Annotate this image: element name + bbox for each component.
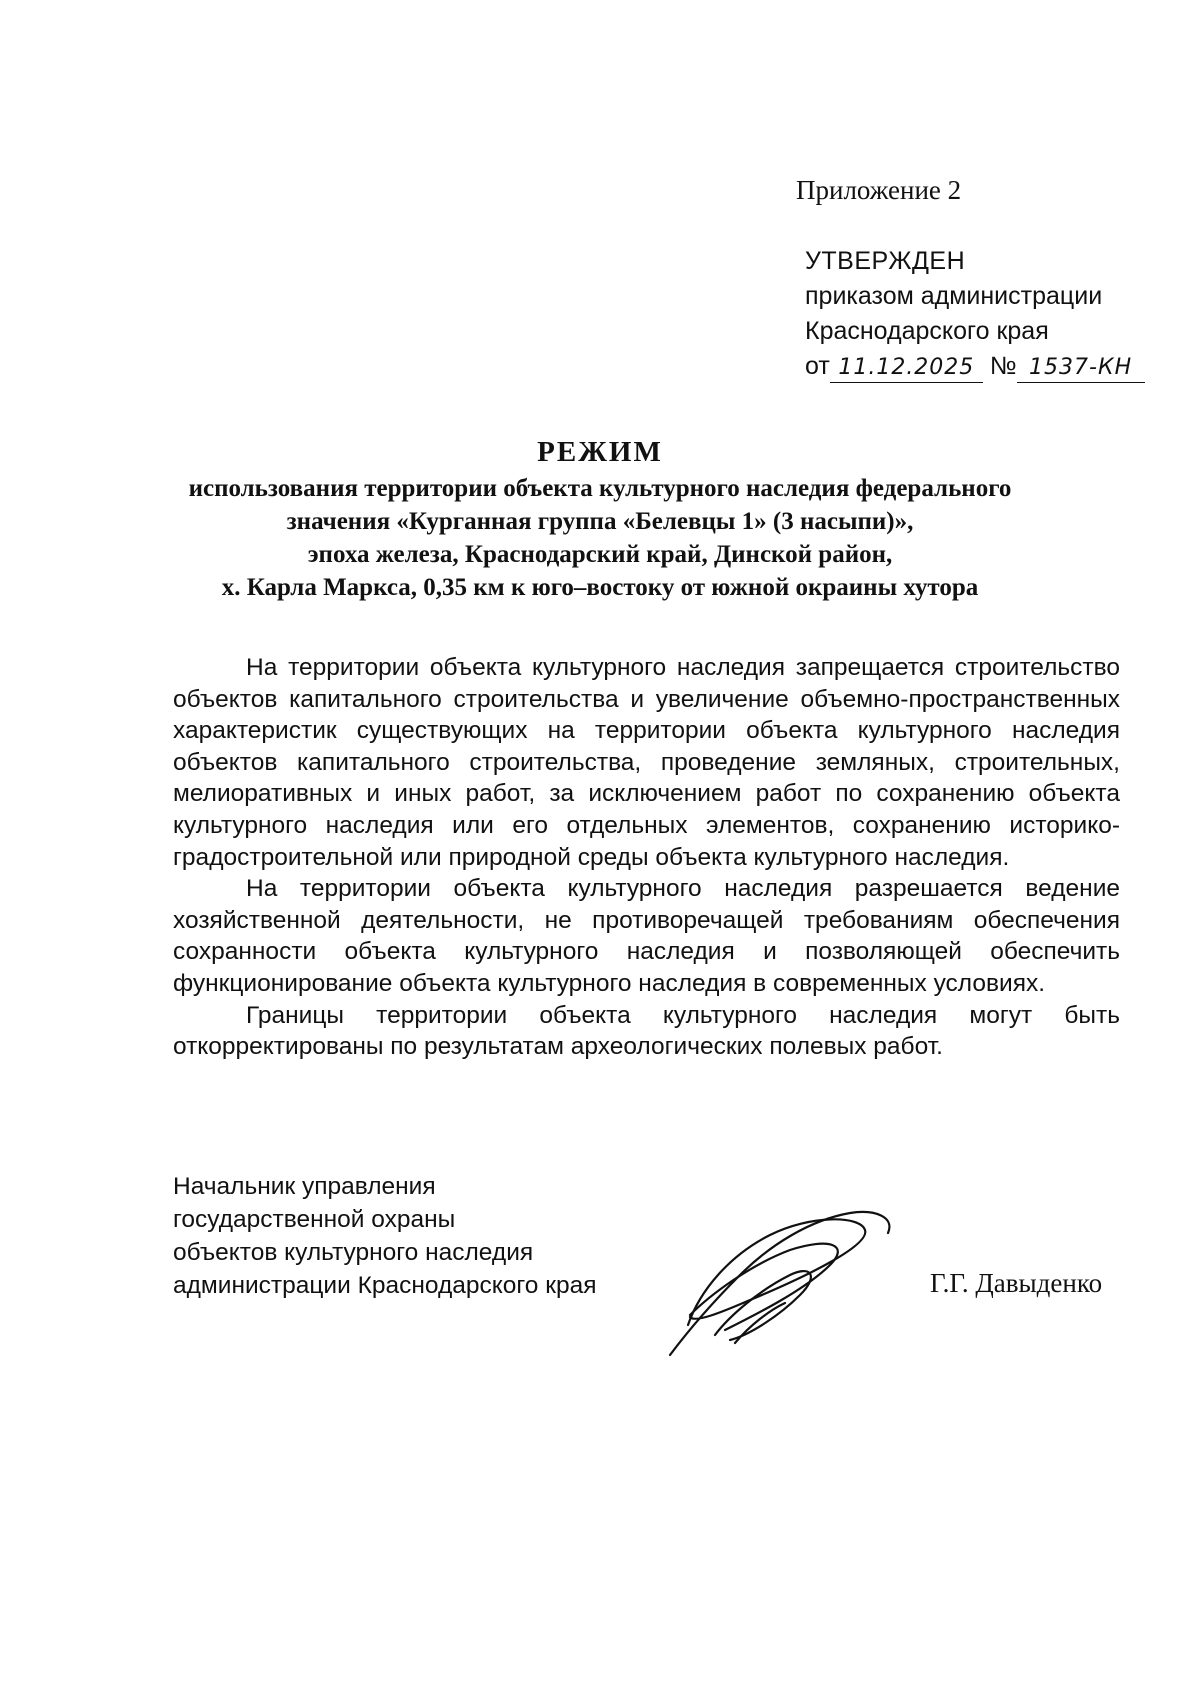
body-paragraph-3: Границы территории объекта культурного наследия могут быть откорректированы по результатам археологических полевых работ. bbox=[173, 1001, 1120, 1061]
approval-stamp-block bbox=[805, 244, 1145, 384]
handwritten-date: 11.12.2025 bbox=[830, 354, 983, 383]
signer-position-line-3: объектов культурного наследия bbox=[173, 1239, 534, 1266]
title-line-1: использования территории объекта культурного наследия федерального bbox=[188, 475, 1012, 502]
approval-date-number-line bbox=[805, 349, 1145, 384]
handwritten-signature bbox=[660, 1195, 900, 1365]
appendix-label: Приложение 2 bbox=[796, 175, 962, 205]
approval-line-2: Краснодарского края bbox=[805, 317, 1049, 345]
signer-position bbox=[173, 1170, 596, 1302]
signer-position-line-2: государственной охраны bbox=[173, 1206, 456, 1233]
signer-position-line-4: администрации Краснодарского края bbox=[173, 1272, 597, 1299]
title-line-4: х. Карла Маркса, 0,35 км к юго–востоку от южной окраины хутора bbox=[221, 574, 979, 601]
document-title bbox=[130, 432, 1070, 604]
signer-position-line-1: Начальник управления bbox=[173, 1173, 436, 1200]
document-body bbox=[173, 652, 1120, 1063]
title-main: РЕЖИМ bbox=[537, 436, 663, 468]
number-prefix: № bbox=[989, 352, 1017, 380]
title-line-2: значения «Курганная группа «Белевцы 1» (3 насыпи)», bbox=[286, 508, 914, 535]
body-paragraph-2: На территории объекта культурного наследия разрешается ведение хозяйственной деятельности, не противоречащей требованиям обеспечения сохранности объекта культурного наследия и позволяющей обеспечить функционирование объекта культурного наследия в современных условиях. bbox=[173, 875, 1120, 997]
approval-line-1: приказом администрации bbox=[805, 282, 1103, 310]
approval-heading: УТВЕРЖДЕН bbox=[805, 247, 966, 275]
signer-name: Г.Г. Давыденко bbox=[930, 1268, 1103, 1298]
title-line-3: эпоха железа, Краснодарский край, Динской район, bbox=[307, 541, 893, 568]
handwritten-number: 1537-КН bbox=[1017, 354, 1145, 383]
date-prefix: от bbox=[805, 352, 830, 380]
body-paragraph-1: На территории объекта культурного наследия запрещается строительство объектов капитального строительства и увеличение объемно-пространственных характеристик существующих на территории объекта культурного наследия объектов капитального строительства, проведение земляных, строительных, мелиоративных и иных работ, за исключением работ по сохранению объекта культурного наследия или его отдельных элементов, сохранению историко-градостроительной или природной среды объекта культурного наследия. bbox=[173, 654, 1120, 871]
